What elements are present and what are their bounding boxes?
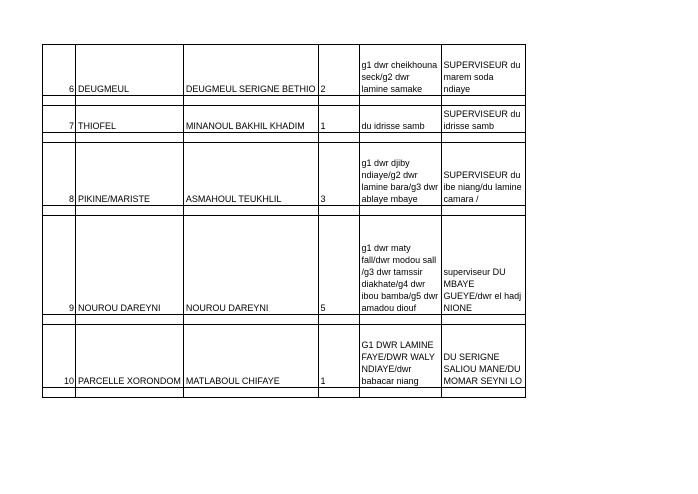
zone-cell: PIKINE/MARISTE: [76, 143, 184, 206]
table-row: [43, 325, 526, 388]
name-cell: MATLABOUL CHIFAYE: [183, 325, 318, 388]
zone-cell: PARCELLE XORONDOM: [76, 325, 184, 388]
row-number: 9: [43, 216, 76, 315]
count-cell: 1: [318, 325, 359, 388]
spacer-row: [43, 315, 526, 325]
zone-cell: DEUGMEUL: [76, 45, 184, 96]
table-row: [43, 106, 526, 133]
table-row: [43, 216, 526, 315]
supervisor-cell: superviseur DU MBAYE GUEYE/dwr el hadj NIONE: [441, 216, 525, 315]
name-cell: ASMAHOUL TEUKHLIL: [183, 143, 318, 206]
spacer-row: [43, 133, 526, 143]
detail-cell: g1 dwr cheikhouna seck/g2 dwr lamine samake: [359, 45, 441, 96]
count-cell: 1: [318, 106, 359, 133]
detail-cell: g1 dwr maty fall/dwr modou sall /g3 dwr tamssir diakhate/g4 dwr ibou bamba/g5 dwr amadou diouf: [359, 216, 441, 315]
name-cell: DEUGMEUL SERIGNE BETHIO: [183, 45, 318, 96]
row-number: 10: [43, 325, 76, 388]
supervisor-cell: DU SERIGNE SALIOU MANE/DU MOMAR SEYNI LO: [441, 325, 525, 388]
detail-cell: du idrisse samb: [359, 106, 441, 133]
detail-cell: G1 DWR LAMINE FAYE/DWR WALY NDIAYE/dwr babacar niang: [359, 325, 441, 388]
table-row: [43, 45, 526, 96]
data-table: [42, 44, 526, 398]
count-cell: 3: [318, 143, 359, 206]
zone-cell: NOUROU DAREYNI: [76, 216, 184, 315]
spacer-row: [43, 388, 526, 398]
row-number: 6: [43, 45, 76, 96]
spacer-row: [43, 206, 526, 216]
row-number: 7: [43, 106, 76, 133]
count-cell: 2: [318, 45, 359, 96]
table-row: [43, 143, 526, 206]
count-cell: 5: [318, 216, 359, 315]
zone-cell: THIOFEL: [76, 106, 184, 133]
name-cell: MINANOUL BAKHIL KHADIM: [183, 106, 318, 133]
spacer-row: [43, 96, 526, 106]
supervisor-cell: SUPERVISEUR du marem soda ndiaye: [441, 45, 525, 96]
name-cell: NOUROU DAREYNI: [183, 216, 318, 315]
row-number: 8: [43, 143, 76, 206]
supervisor-cell: SUPERVISEUR du idrisse samb: [441, 106, 525, 133]
supervisor-cell: SUPERVISEUR du ibe niang/du lamine camara /: [441, 143, 525, 206]
detail-cell: g1 dwr djiby ndiaye/g2 dwr lamine bara/g3 dwr ablaye mbaye: [359, 143, 441, 206]
